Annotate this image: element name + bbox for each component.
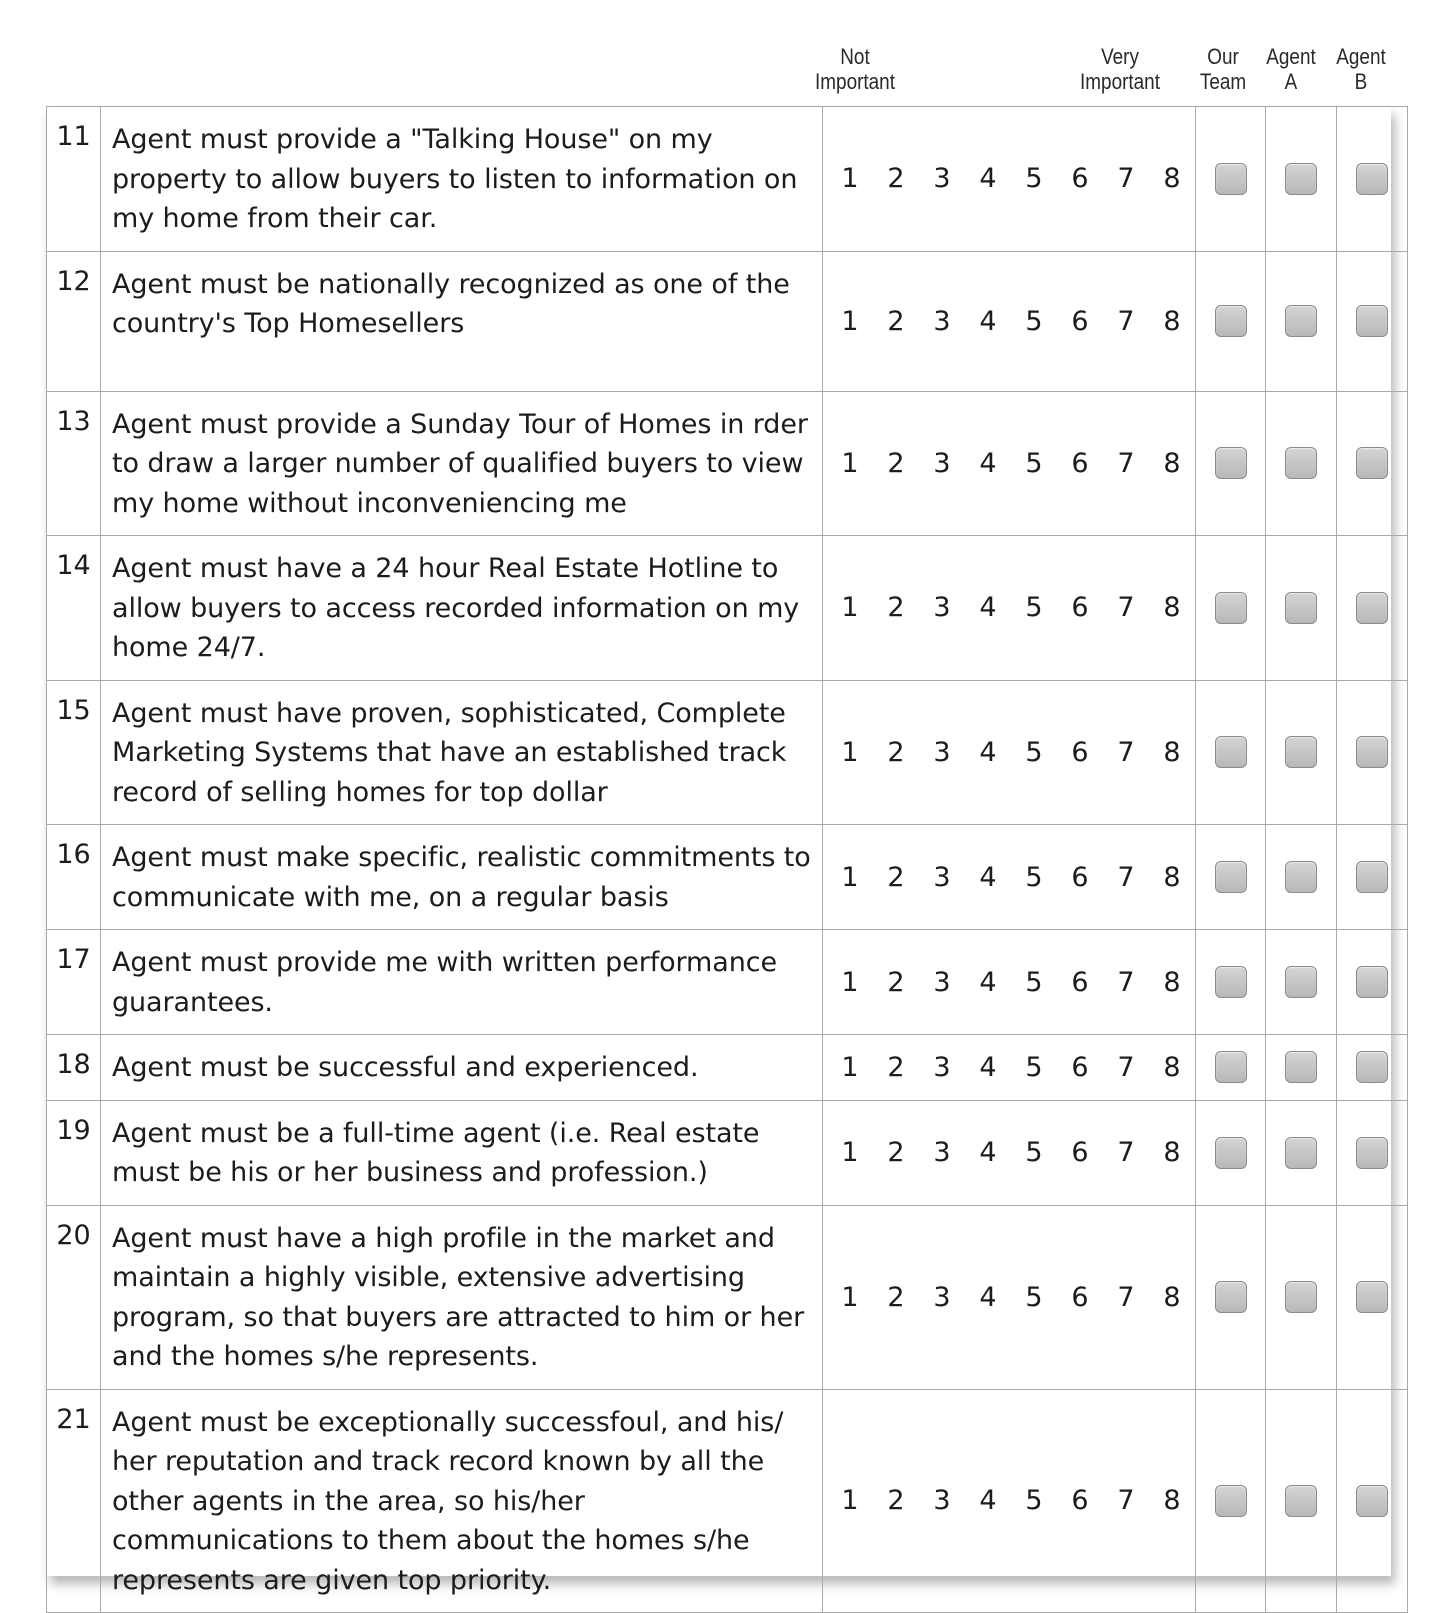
scale-option-5[interactable]: 5 [1025, 861, 1043, 893]
scale-option-2[interactable]: 2 [887, 447, 905, 479]
importance-scale [823, 930, 1196, 1035]
criterion-text: Agent must have a high profile in the market and maintain a highly visible, extensive advertising program, so that buyers are attracted to him or her and the homes s/he represents. [101, 1205, 823, 1389]
scale-option-6[interactable]: 6 [1071, 592, 1089, 624]
scale-options [823, 967, 1195, 998]
importance-scale [823, 536, 1196, 681]
scale-option-8[interactable]: 8 [1163, 736, 1181, 768]
scale-option-8[interactable]: 8 [1163, 1051, 1181, 1083]
header-agent-a: Agent A [1266, 44, 1316, 94]
agent-a-cell [1266, 1205, 1337, 1389]
agent-b-checkbox[interactable] [1356, 163, 1388, 195]
agent-a-checkbox[interactable] [1285, 966, 1317, 998]
our-team-cell [1196, 107, 1266, 252]
agent-b-checkbox[interactable] [1356, 1051, 1388, 1083]
scale-option-3[interactable]: 3 [933, 966, 951, 998]
our-team-checkbox[interactable] [1215, 1485, 1247, 1517]
scale-option-1[interactable]: 1 [841, 447, 859, 479]
row-number: 20 [47, 1205, 101, 1389]
scale-option-2[interactable]: 2 [887, 305, 905, 337]
scale-option-4[interactable]: 4 [979, 1137, 997, 1168]
scale-option-2[interactable]: 2 [887, 966, 905, 998]
scale-option-1[interactable]: 1 [841, 1485, 859, 1517]
scale-option-8[interactable]: 8 [1163, 447, 1181, 479]
our-team-cell [1196, 680, 1266, 825]
agent-a-checkbox[interactable] [1285, 1137, 1317, 1169]
scale-option-7[interactable]: 7 [1117, 163, 1135, 195]
criterion-text: Agent must provide me with written performance guarantees. [101, 930, 823, 1035]
scale-option-4[interactable]: 4 [979, 305, 997, 337]
scale-option-1[interactable]: 1 [841, 1051, 859, 1083]
row-number: 15 [47, 680, 101, 825]
table-row [47, 251, 1408, 391]
scale-option-8[interactable]: 8 [1163, 592, 1181, 624]
row-number: 19 [47, 1100, 101, 1205]
our-team-checkbox[interactable] [1215, 1137, 1247, 1169]
scale-option-8[interactable]: 8 [1163, 163, 1181, 195]
scale-option-6[interactable]: 6 [1071, 861, 1089, 893]
row-number: 11 [47, 107, 101, 252]
agent-a-checkbox[interactable] [1285, 447, 1317, 479]
scale-option-6[interactable]: 6 [1071, 163, 1089, 195]
table-row [47, 391, 1408, 536]
scale-option-1[interactable]: 1 [841, 736, 859, 768]
table-row [47, 825, 1408, 930]
scale-option-1[interactable]: 1 [841, 966, 859, 998]
our-team-cell [1196, 1389, 1266, 1613]
scale-option-8[interactable]: 8 [1163, 1281, 1181, 1313]
agent-a-checkbox[interactable] [1285, 1281, 1317, 1313]
agent-b-checkbox[interactable] [1356, 966, 1388, 998]
scale-option-6[interactable]: 6 [1071, 447, 1089, 479]
scale-option-6[interactable]: 6 [1071, 1051, 1089, 1083]
agent-a-cell [1266, 680, 1337, 825]
row-number: 12 [47, 251, 101, 391]
scale-options [823, 737, 1195, 768]
scale-option-4[interactable]: 4 [979, 592, 997, 624]
agent-a-checkbox[interactable] [1285, 1485, 1317, 1517]
our-team-checkbox[interactable] [1215, 447, 1247, 479]
our-team-cell [1196, 1205, 1266, 1389]
agent-a-checkbox[interactable] [1285, 163, 1317, 195]
scale-option-6[interactable]: 6 [1071, 305, 1089, 337]
row-number: 18 [47, 1035, 101, 1101]
scale-options [823, 306, 1195, 337]
agent-b-cell [1337, 536, 1408, 681]
scale-option-8[interactable]: 8 [1163, 861, 1181, 893]
scale-option-7[interactable]: 7 [1117, 1281, 1135, 1313]
scale-option-4[interactable]: 4 [979, 861, 997, 893]
scale-option-3[interactable]: 3 [933, 1485, 951, 1517]
scale-option-6[interactable]: 6 [1071, 966, 1089, 998]
agent-a-cell [1266, 251, 1337, 391]
scale-options [823, 1052, 1195, 1083]
scale-option-3[interactable]: 3 [933, 861, 951, 893]
scale-option-8[interactable]: 8 [1163, 1137, 1181, 1168]
importance-scale [823, 825, 1196, 930]
agent-a-cell [1266, 536, 1337, 681]
scale-option-6[interactable]: 6 [1071, 1281, 1089, 1313]
criterion-text: Agent must have proven, sophisticated, Complete Marketing Systems that have an established track record of selling homes for top dollar [101, 680, 823, 825]
scale-options [823, 448, 1195, 479]
scale-option-4[interactable]: 4 [979, 966, 997, 998]
our-team-checkbox[interactable] [1215, 736, 1247, 768]
agent-b-cell [1337, 107, 1408, 252]
scale-option-7[interactable]: 7 [1117, 1485, 1135, 1517]
agent-b-cell [1337, 680, 1408, 825]
criterion-text: Agent must be a full-time agent (i.e. Real estate must be his or her business and profession.) [101, 1100, 823, 1205]
scale-option-5[interactable]: 5 [1025, 163, 1043, 195]
scale-option-1[interactable]: 1 [841, 1281, 859, 1313]
scale-option-4[interactable]: 4 [979, 447, 997, 479]
importance-scale [823, 251, 1196, 391]
agent-b-cell [1337, 1205, 1408, 1389]
scale-option-7[interactable]: 7 [1117, 447, 1135, 479]
header-our-team: Our Team [1199, 44, 1247, 94]
importance-scale [823, 1100, 1196, 1205]
agent-a-cell [1266, 1389, 1337, 1613]
agent-b-checkbox[interactable] [1356, 1137, 1388, 1169]
agent-a-checkbox[interactable] [1285, 1051, 1317, 1083]
scale-option-7[interactable]: 7 [1117, 305, 1135, 337]
agent-b-cell [1337, 1100, 1408, 1205]
scale-option-3[interactable]: 3 [933, 163, 951, 195]
our-team-cell [1196, 1100, 1266, 1205]
scale-option-5[interactable]: 5 [1025, 1485, 1043, 1517]
agent-b-checkbox[interactable] [1356, 1485, 1388, 1517]
table-row [47, 1205, 1408, 1389]
scale-option-8[interactable]: 8 [1163, 1485, 1181, 1517]
table-row [47, 536, 1408, 681]
agent-a-cell [1266, 825, 1337, 930]
scale-option-7[interactable]: 7 [1117, 861, 1135, 893]
scale-option-5[interactable]: 5 [1025, 1051, 1043, 1083]
scale-option-1[interactable]: 1 [841, 163, 859, 195]
row-number: 16 [47, 825, 101, 930]
rating-sheet [46, 106, 1391, 1596]
scale-options [823, 1485, 1195, 1516]
agent-b-cell [1337, 825, 1408, 930]
our-team-cell [1196, 1035, 1266, 1101]
agent-a-checkbox[interactable] [1285, 305, 1317, 337]
scale-option-3[interactable]: 3 [933, 447, 951, 479]
scale-option-7[interactable]: 7 [1117, 1137, 1135, 1168]
row-number: 17 [47, 930, 101, 1035]
scale-options [823, 1137, 1195, 1168]
scale-option-5[interactable]: 5 [1025, 966, 1043, 998]
scale-option-7[interactable]: 7 [1117, 966, 1135, 998]
table-row [47, 107, 1408, 252]
agent-b-checkbox[interactable] [1356, 1281, 1388, 1313]
scale-option-3[interactable]: 3 [933, 736, 951, 768]
header-agent-b: Agent B [1336, 44, 1386, 94]
agent-a-cell [1266, 930, 1337, 1035]
table-row [47, 1100, 1408, 1205]
agent-b-cell [1337, 251, 1408, 391]
scale-option-4[interactable]: 4 [979, 1051, 997, 1083]
our-team-cell [1196, 251, 1266, 391]
agent-b-checkbox[interactable] [1356, 447, 1388, 479]
scale-option-5[interactable]: 5 [1025, 736, 1043, 768]
our-team-checkbox[interactable] [1215, 1051, 1247, 1083]
scale-option-1[interactable]: 1 [841, 1137, 859, 1168]
scale-option-4[interactable]: 4 [979, 1281, 997, 1313]
scale-option-2[interactable]: 2 [887, 1137, 905, 1168]
scale-option-2[interactable]: 2 [887, 163, 905, 195]
scale-option-4[interactable]: 4 [979, 1485, 997, 1517]
scale-options [823, 862, 1195, 893]
agent-a-checkbox[interactable] [1285, 861, 1317, 893]
scale-option-1[interactable]: 1 [841, 861, 859, 893]
agent-b-cell [1337, 391, 1408, 536]
row-number: 13 [47, 391, 101, 536]
row-number: 14 [47, 536, 101, 681]
header-very-important: Very Important [1080, 44, 1160, 94]
our-team-cell [1196, 930, 1266, 1035]
criterion-text: Agent must be exceptionally successfoul, and his/ her reputation and track record known by all the other agents in the area, so his/her communications to them about the homes s/he represents are given top priority. [101, 1389, 823, 1613]
scale-option-8[interactable]: 8 [1163, 305, 1181, 337]
scale-option-7[interactable]: 7 [1117, 592, 1135, 624]
agent-a-cell [1266, 391, 1337, 536]
scale-option-5[interactable]: 5 [1025, 1281, 1043, 1313]
agent-b-checkbox[interactable] [1356, 736, 1388, 768]
agent-a-cell [1266, 1035, 1337, 1101]
criterion-text: Agent must provide a "Talking House" on my property to allow buyers to listen to information on my home from their car. [101, 107, 823, 252]
scale-option-2[interactable]: 2 [887, 736, 905, 768]
agent-b-checkbox[interactable] [1356, 305, 1388, 337]
importance-scale [823, 680, 1196, 825]
importance-scale [823, 107, 1196, 252]
agent-b-cell [1337, 1389, 1408, 1613]
criterion-text: Agent must be nationally recognized as one of the country's Top Homesellers [101, 251, 823, 391]
our-team-cell [1196, 391, 1266, 536]
scale-option-6[interactable]: 6 [1071, 1137, 1089, 1168]
our-team-checkbox[interactable] [1215, 592, 1247, 624]
our-team-checkbox[interactable] [1215, 1281, 1247, 1313]
our-team-checkbox[interactable] [1215, 163, 1247, 195]
agent-b-cell [1337, 930, 1408, 1035]
scale-option-3[interactable]: 3 [933, 592, 951, 624]
importance-scale [823, 391, 1196, 536]
scale-option-2[interactable]: 2 [887, 592, 905, 624]
agent-a-cell [1266, 107, 1337, 252]
importance-scale [823, 1389, 1196, 1613]
scale-option-5[interactable]: 5 [1025, 1137, 1043, 1168]
scale-option-1[interactable]: 1 [841, 592, 859, 624]
table-row [47, 1035, 1408, 1101]
scale-option-1[interactable]: 1 [841, 305, 859, 337]
scale-option-3[interactable]: 3 [933, 1051, 951, 1083]
importance-scale [823, 1035, 1196, 1101]
our-team-checkbox[interactable] [1215, 966, 1247, 998]
criterion-text: Agent must have a 24 hour Real Estate Hotline to allow buyers to access recorded information on my home 24/7. [101, 536, 823, 681]
scale-option-3[interactable]: 3 [933, 305, 951, 337]
criterion-text: Agent must be successful and experienced. [101, 1035, 823, 1101]
importance-scale [823, 1205, 1196, 1389]
scale-option-6[interactable]: 6 [1071, 1485, 1089, 1517]
scale-option-5[interactable]: 5 [1025, 305, 1043, 337]
scale-option-7[interactable]: 7 [1117, 736, 1135, 768]
table-row [47, 680, 1408, 825]
header-not-important: Not Important [815, 44, 895, 94]
our-team-checkbox[interactable] [1215, 861, 1247, 893]
scale-option-5[interactable]: 5 [1025, 592, 1043, 624]
scale-option-2[interactable]: 2 [887, 1281, 905, 1313]
agent-b-checkbox[interactable] [1356, 592, 1388, 624]
scale-option-4[interactable]: 4 [979, 163, 997, 195]
row-number: 21 [47, 1389, 101, 1613]
scale-option-3[interactable]: 3 [933, 1137, 951, 1168]
agent-b-cell [1337, 1035, 1408, 1101]
scale-options [823, 592, 1195, 623]
agent-a-checkbox[interactable] [1285, 736, 1317, 768]
agent-a-checkbox[interactable] [1285, 592, 1317, 624]
scale-option-3[interactable]: 3 [933, 1281, 951, 1313]
rating-table [46, 106, 1408, 1613]
scale-option-7[interactable]: 7 [1117, 1051, 1135, 1083]
scale-option-4[interactable]: 4 [979, 736, 997, 768]
scale-option-2[interactable]: 2 [887, 1485, 905, 1517]
table-row [47, 930, 1408, 1035]
our-team-checkbox[interactable] [1215, 305, 1247, 337]
scale-option-6[interactable]: 6 [1071, 736, 1089, 768]
criterion-text: Agent must make specific, realistic commitments to communicate with me, on a regular basis [101, 825, 823, 930]
scale-options [823, 1282, 1195, 1313]
scale-option-5[interactable]: 5 [1025, 447, 1043, 479]
scale-option-8[interactable]: 8 [1163, 966, 1181, 998]
scale-option-2[interactable]: 2 [887, 1051, 905, 1083]
agent-b-checkbox[interactable] [1356, 861, 1388, 893]
table-row [47, 1389, 1408, 1613]
agent-a-cell [1266, 1100, 1337, 1205]
scale-option-2[interactable]: 2 [887, 861, 905, 893]
scale-options [823, 163, 1195, 194]
criterion-text: Agent must provide a Sunday Tour of Homes in rder to draw a larger number of qualified buyers to view my home without inconveniencing me [101, 391, 823, 536]
our-team-cell [1196, 536, 1266, 681]
our-team-cell [1196, 825, 1266, 930]
